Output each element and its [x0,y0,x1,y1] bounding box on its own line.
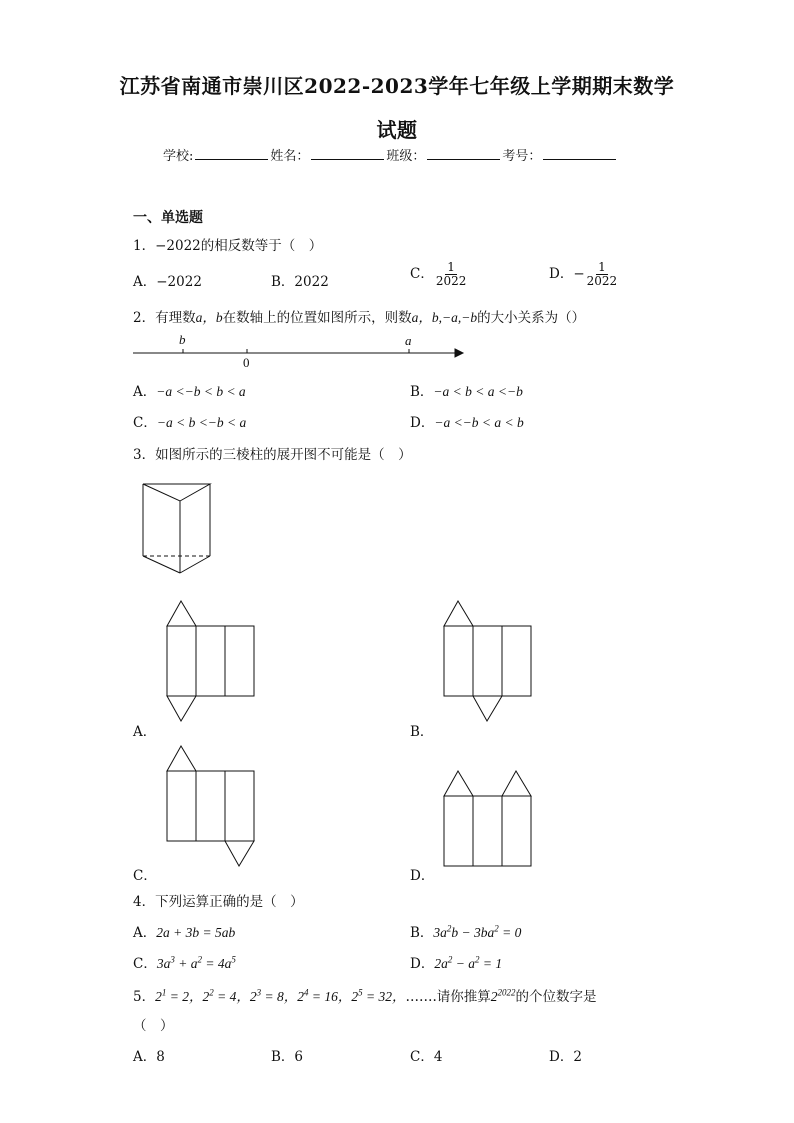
option-prefix: D． [410,415,435,431]
option-prefix: A． [133,925,157,941]
option-expression: 2a + 3b = 5ab [156,925,236,940]
q4-option-a[interactable] [133,921,235,941]
q3-option-a[interactable]: A． [133,724,157,740]
question-4-stem: 4．下列运算正确的是（ ） [133,894,304,910]
option-expression: −a < b < a <−b [433,384,523,399]
name-label: 姓名： [270,149,310,164]
q5-option-c[interactable]: C．4 [410,1049,443,1065]
q5-target-power: $2^{2022}$ [490,987,516,1004]
option-expression: $2a^2 - a^2 = 1$ [434,954,503,971]
option-expression: −a <−b < b < a [156,384,246,399]
title-line-1: 江苏省南通市崇川区2022-2023学年七年级上学期期末数学 [119,74,675,98]
q5-option-b[interactable]: B．6 [271,1049,304,1065]
fraction-numerator: 1 [447,260,455,274]
q2-stem-text: 的大小关系为（） [477,310,586,326]
net-d-face [444,796,473,866]
q3-option-c[interactable]: C． [133,868,157,884]
q2-stem-text: 2．有理数 [133,310,196,326]
fraction-denominator: 2022 [586,274,618,288]
fraction-numerator: 1 [598,260,606,274]
q5-stem-text: 的个位数字是 [515,989,597,1005]
option-prefix: C． [133,415,157,431]
q5-powers: $2^1 = 2$，$2^2 = 4$，$2^3 = 8$，$2^4 = 16$，$2^5 = 32$， [155,987,406,1004]
question-5-stem-line-2: （ ） [133,1018,174,1034]
q5-option-d[interactable]: D．2 [549,1049,582,1065]
option-prefix: C． [133,956,157,972]
q3-option-d[interactable]: D． [410,868,435,884]
option-prefix: B． [410,925,434,941]
q1-option-d-prefix: D．− [549,266,585,282]
question-3-stem: 3．如图所示的三棱柱的展开图不可能是（ ） [133,447,412,463]
option-expression: −a < b <−b < a [156,415,247,430]
question-1-stem: 1．−2022的相反数等于（ ） [133,238,323,254]
q1-option-a[interactable]: A．−2022 [133,274,202,290]
net-d-face [473,796,502,866]
option-prefix: D． [410,956,435,972]
label-b: b [179,332,186,347]
option-prefix: A． [133,384,157,400]
q4-option-c[interactable] [133,952,236,972]
number-label: 考号： [502,149,542,164]
question-5-stem [133,985,597,1005]
fraction-denominator: 2022 [435,274,467,288]
class-label: 班级： [386,149,426,164]
q2-variables: a，b,−a,−b [411,310,478,325]
title-line-2: 试题 [376,118,418,142]
section-heading: 一、单选题 [133,210,203,226]
q4-option-b[interactable] [410,921,521,941]
label-a: a [405,333,412,348]
net-d-left-triangle [444,771,473,796]
net-d-right-triangle [502,771,531,796]
school-label: 学校: [163,149,194,164]
net-d-face [502,796,531,866]
q2-stem-text: 在数轴上的位置如图所示，则数 [222,310,412,326]
q4-option-d[interactable] [410,952,502,972]
option-prefix: B． [410,384,434,400]
option-expression: −a <−b < a < b [434,415,524,430]
q2-variables: a，b [195,310,223,325]
q5-number: 5． [133,989,156,1005]
option-expression: $3a^3 + a^2 = 4a^5$ [156,954,236,971]
option-expression: $3a^2b - 3ba^2 = 0$ [433,923,522,940]
q3-option-b[interactable]: B． [410,724,434,740]
q1-option-b[interactable]: B．2022 [271,274,329,290]
label-zero: 0 [243,355,250,370]
q1-option-c-prefix: C． [410,266,434,282]
q5-option-a[interactable]: A．8 [133,1049,165,1065]
q5-stem-text: …….请你推算 [405,989,491,1005]
